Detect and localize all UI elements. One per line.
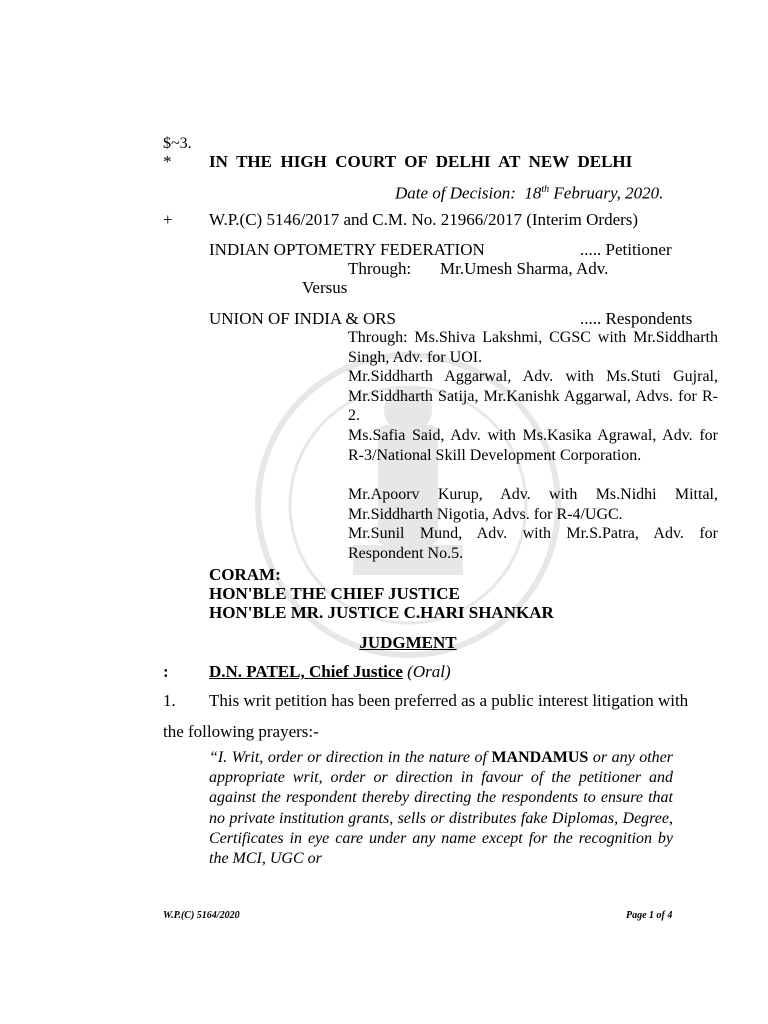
prayer-mandamus: MANDAMUS xyxy=(491,749,589,766)
coram-label: CORAM: xyxy=(209,565,281,584)
petitioner-role: ..... Petitioner xyxy=(580,240,672,259)
decision-date-sup: th xyxy=(541,184,550,195)
judgment-author: D.N. PATEL, Chief Justice xyxy=(209,662,403,681)
court-title: IN THE HIGH COURT OF DELHI AT NEW DELHI xyxy=(209,152,633,171)
star-marker: * xyxy=(163,152,172,171)
respondent-role: ..... Respondents xyxy=(580,309,693,328)
versus-label: Versus xyxy=(302,278,348,297)
respondent-counsel-1: Through: Ms.Shiva Lakshmi, CGSC with Mr.Siddharth Singh, Adv. for UOI. xyxy=(348,329,718,366)
coram-judge-2: HON'BLE MR. JUSTICE C.HARI SHANKAR xyxy=(209,603,554,622)
prayer-quote xyxy=(209,748,673,869)
judgment-author-note: (Oral) xyxy=(402,662,451,681)
petitioner-name: INDIAN OPTOMETRY FEDERATION xyxy=(209,240,485,259)
decision-date xyxy=(395,180,663,204)
prayer-quote-start: “I. Writ, order or direction in the nature of xyxy=(209,749,492,766)
prayer-quote-rest: or any other appropriate writ, order or direction in favour of the petitioner and against the respondent thereby directing the respondents to ensure that no private institution grants, sells or distributes fake Diplomas, Degree, Certificates in eye care under any name except for the recognition by the MCI, UGC or xyxy=(209,749,673,868)
case-code: $~3. xyxy=(163,135,192,152)
respondent-counsel-3: Ms.Safia Said, Adv. with Ms.Kasika Agrawal, Adv. for R-3/National Skill Development Corporation. xyxy=(348,427,718,464)
petitioner-through-label: Through: xyxy=(348,259,412,278)
judgment-colon: : xyxy=(163,662,169,681)
footer-page-number: Page 1 of 4 xyxy=(626,910,673,921)
case-number: W.P.(C) 5146/2017 and C.M. No. 21966/2017 (Interim Orders) xyxy=(209,210,639,229)
decision-date-month: February, 2020. xyxy=(549,183,664,203)
judgment-heading: JUDGMENT xyxy=(359,633,457,652)
respondent-counsel-2: Mr.Siddharth Aggarwal, Adv. with Ms.Stuti Gujral, Mr.Siddharth Satija, Mr.Kanishk Aggarwal, Advs. for R-2. xyxy=(348,368,718,425)
plus-marker: + xyxy=(163,210,173,229)
respondent-counsel-4: Mr.Apoorv Kurup, Adv. with Ms.Nidhi Mittal, Mr.Siddharth Nigotia, Advs. for R-4/UGC. xyxy=(348,486,718,523)
para-line-2: the following prayers:- xyxy=(163,722,319,741)
para-number: 1. xyxy=(163,691,176,710)
footer-case-ref: W.P.(C) 5164/2020 xyxy=(163,910,240,921)
respondent-name: UNION OF INDIA & ORS xyxy=(209,309,397,328)
para-line-1: This writ petition has been preferred as a public interest litigation with xyxy=(209,691,689,710)
respondent-counsel-5: Mr.Sunil Mund, Adv. with Mr.S.Patra, Adv. for Respondent No.5. xyxy=(348,525,718,562)
petitioner-counsel: Mr.Umesh Sharma, Adv. xyxy=(440,259,609,278)
coram-judge-1: HON'BLE THE CHIEF JUSTICE xyxy=(209,584,460,603)
judgment-author-line xyxy=(209,662,451,682)
decision-date-text: Date of Decision: 18 xyxy=(395,183,542,203)
